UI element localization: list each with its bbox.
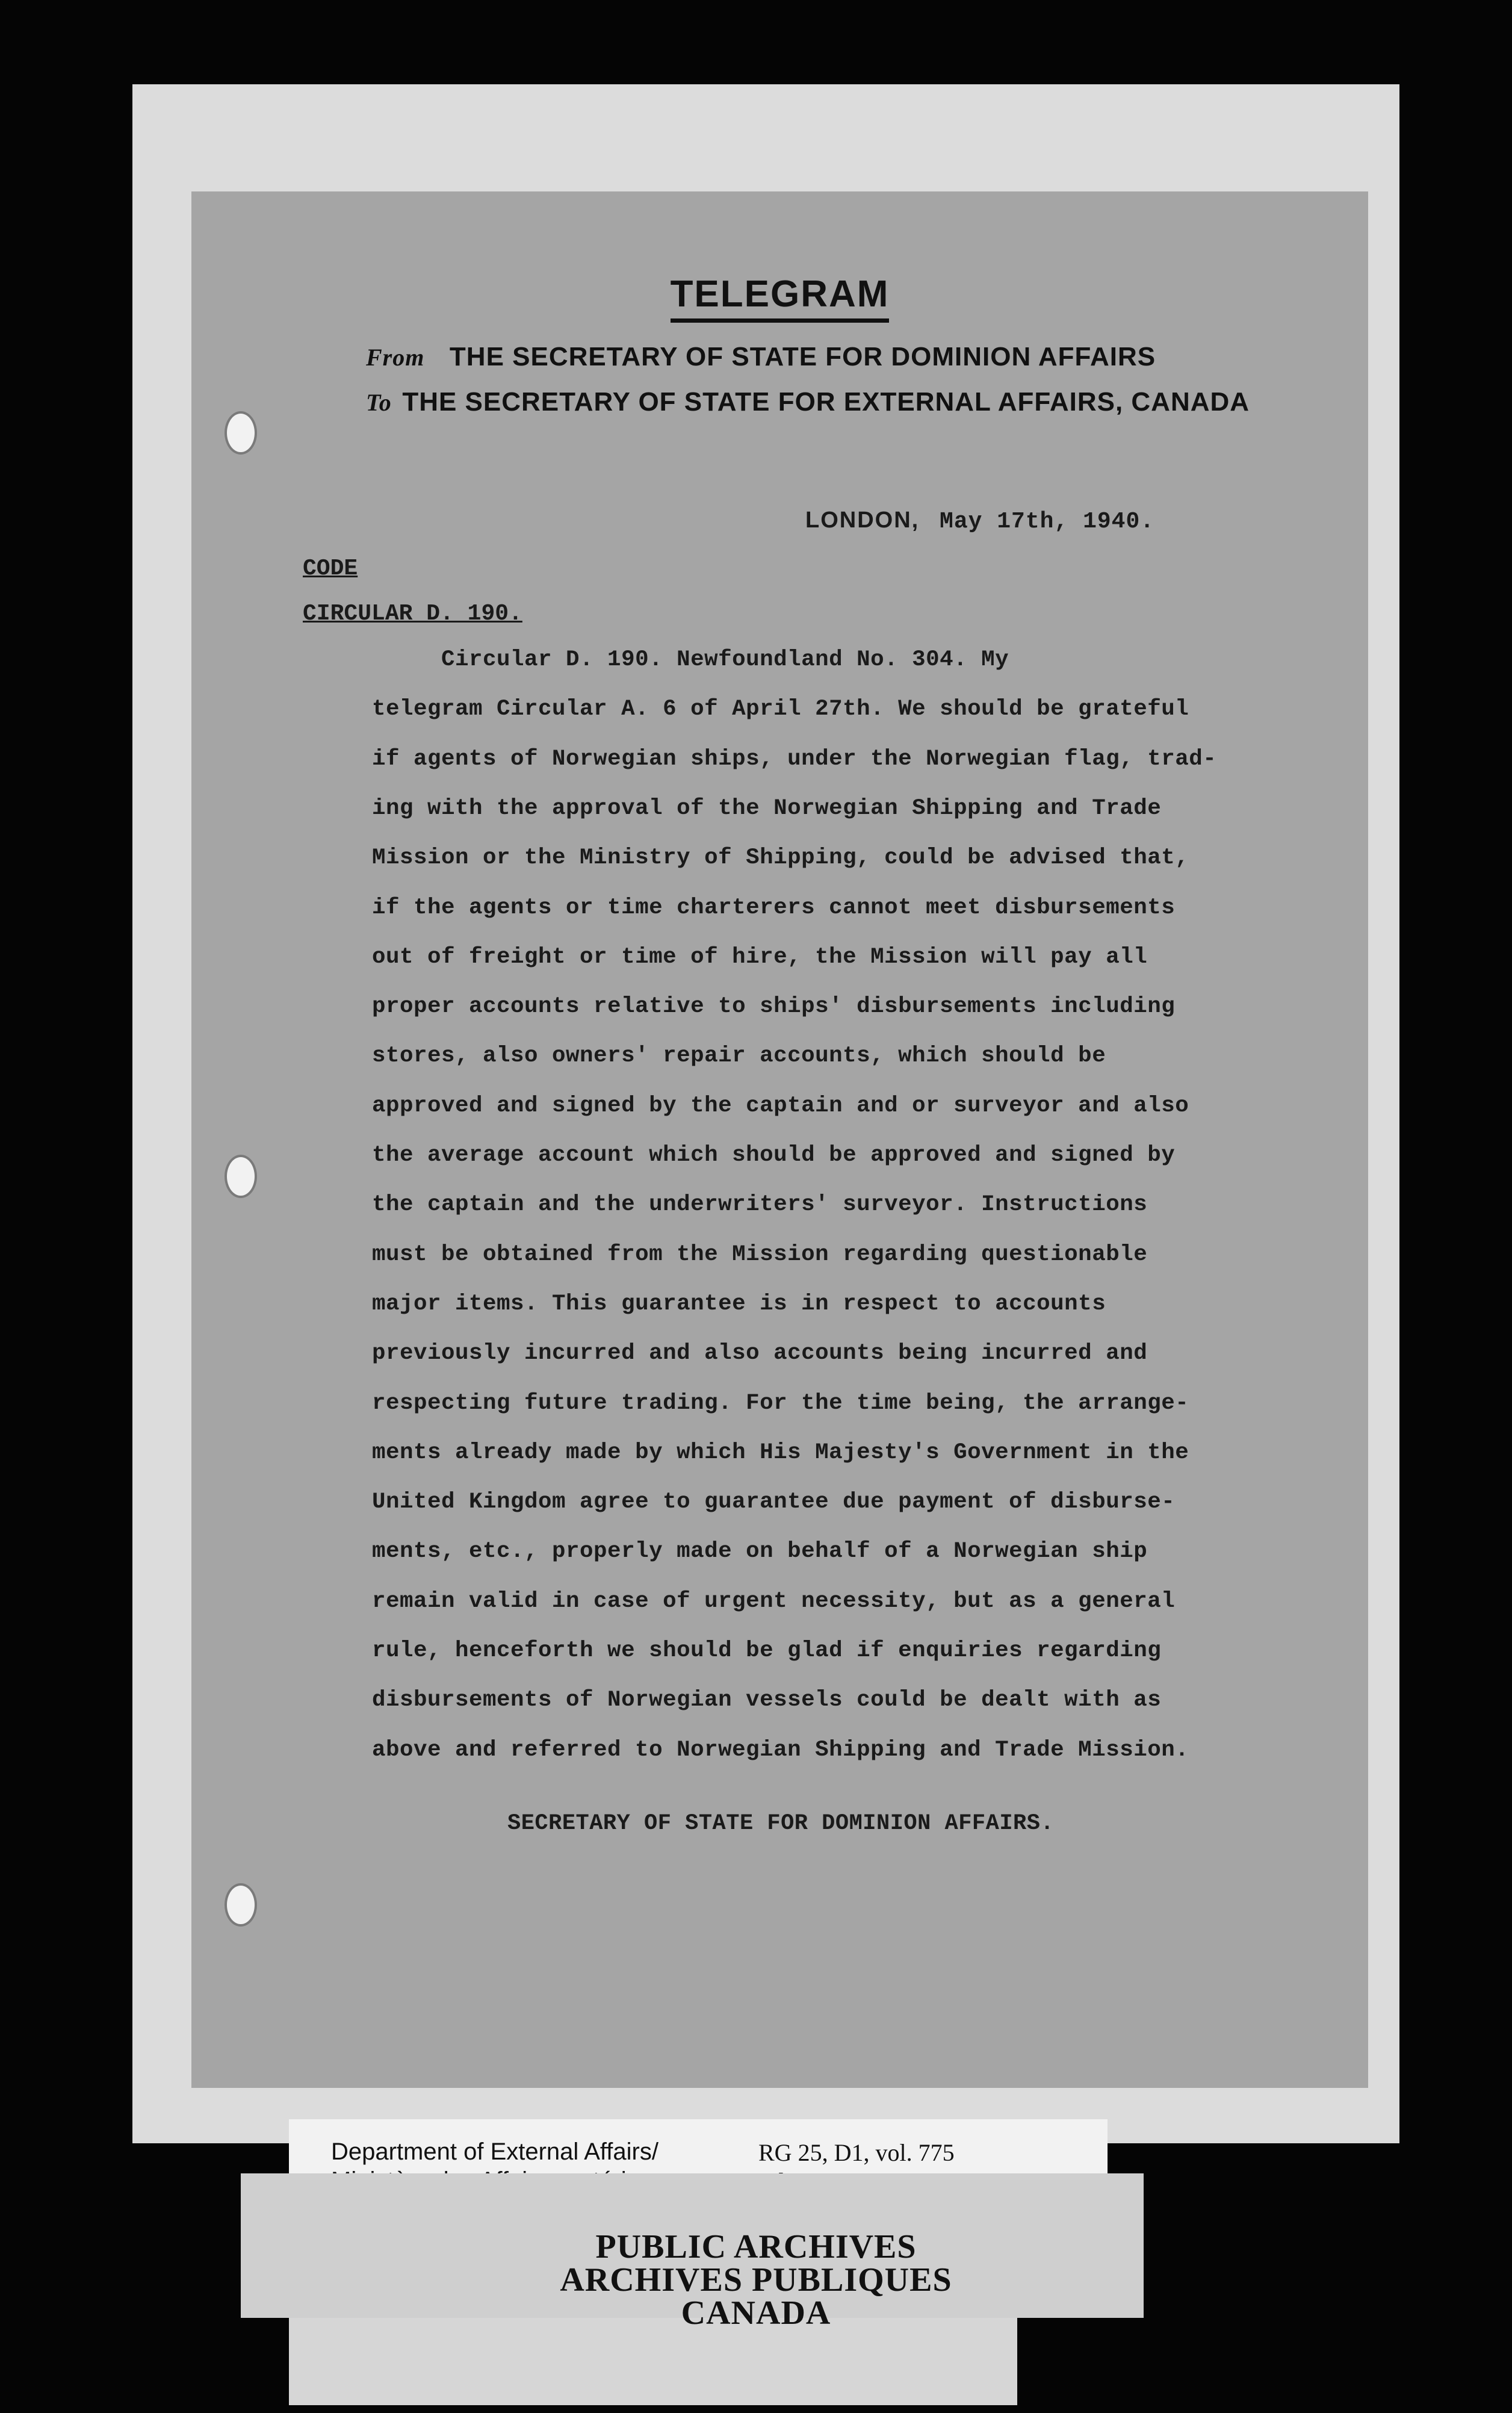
body-line: respecting future trading. For the time being, the arrange- bbox=[372, 1390, 1189, 1416]
dateline bbox=[805, 508, 1154, 535]
archive-reference-1: RG 25, D1, vol. 775 bbox=[758, 2139, 955, 2166]
body-line: approved and signed by the captain and or surveyor and also bbox=[372, 1093, 1189, 1119]
from-line bbox=[366, 342, 1156, 372]
from-value: THE SECRETARY OF STATE FOR DOMINION AFFAIRS bbox=[449, 342, 1156, 371]
body-line: the captain and the underwriters' surveyor. Instructions bbox=[372, 1192, 1148, 1218]
body-line: out of freight or time of hire, the Mission will pay all bbox=[372, 944, 1148, 970]
body-line: must be obtained from the Mission regarding questionable bbox=[372, 1241, 1148, 1267]
archive-stamp-line-3: CANADA bbox=[681, 2294, 831, 2332]
telegram-title: TELEGRAM bbox=[671, 273, 890, 323]
signature: SECRETARY OF STATE FOR DOMINION AFFAIRS. bbox=[507, 1811, 1055, 1836]
archive-stamp-line-1: PUBLIC ARCHIVES bbox=[595, 2228, 917, 2265]
body-line: ments already made by which His Majesty's Government in the bbox=[372, 1439, 1189, 1465]
body-line: if agents of Norwegian ships, under the Norwegian flag, trad- bbox=[372, 746, 1217, 772]
punch-hole-bottom bbox=[225, 1883, 257, 1927]
body-line: United Kingdom agree to guarantee due payment of disburse- bbox=[372, 1489, 1176, 1515]
body-line: remain valid in case of urgent necessity, but as a general bbox=[372, 1588, 1176, 1614]
from-label: From bbox=[366, 344, 425, 371]
body-line: the average account which should be approved and signed by bbox=[372, 1143, 1176, 1168]
to-value: THE SECRETARY OF STATE FOR EXTERNAL AFFAIRS, CANADA bbox=[402, 387, 1250, 417]
body-line: major items. This guarantee is in respect to accounts bbox=[372, 1291, 1106, 1317]
body-line: Mission or the Ministry of Shipping, could be advised that, bbox=[372, 845, 1189, 871]
body-line: rule, henceforth we should be glad if enquiries regarding bbox=[372, 1638, 1162, 1663]
punch-hole-top bbox=[225, 411, 257, 455]
dateline-date: May 17th, 1940. bbox=[940, 509, 1155, 535]
dateline-place: LONDON, bbox=[805, 508, 920, 533]
body-line: stores, also owners' repair accounts, which should be bbox=[372, 1043, 1106, 1069]
to-label: To bbox=[366, 389, 392, 416]
archive-stamp-line-2: ARCHIVES PUBLIQUES bbox=[560, 2261, 952, 2299]
punch-hole-middle bbox=[225, 1155, 257, 1198]
telegram-title-wrap bbox=[191, 273, 1368, 315]
circular-reference: CIRCULAR D. 190. bbox=[303, 601, 522, 627]
body-line: Circular D. 190. Newfoundland No. 304. My bbox=[372, 647, 1009, 672]
department-en: Department of External Affairs/ bbox=[331, 2138, 658, 2165]
body-line: proper accounts relative to ships' disbursements including bbox=[372, 994, 1176, 1020]
telegram-page bbox=[191, 191, 1368, 2088]
body-line: telegram Circular A. 6 of April 27th. We should be grateful bbox=[372, 697, 1189, 722]
body-line: ments, etc., properly made on behalf of a Norwegian ship bbox=[372, 1539, 1148, 1565]
body-line: ing with the approval of the Norwegian Shipping and Trade bbox=[372, 795, 1162, 821]
body-line: previously incurred and also accounts being incurred and bbox=[372, 1341, 1148, 1367]
body-line: disbursements of Norwegian vessels could be dealt with as bbox=[372, 1688, 1162, 1713]
body-line: if the agents or time charterers cannot meet disbursements bbox=[372, 895, 1176, 921]
code-marker: CODE bbox=[303, 556, 358, 582]
to-line bbox=[366, 387, 1250, 417]
body-line: above and referred to Norwegian Shipping and Trade Mission. bbox=[372, 1737, 1189, 1763]
